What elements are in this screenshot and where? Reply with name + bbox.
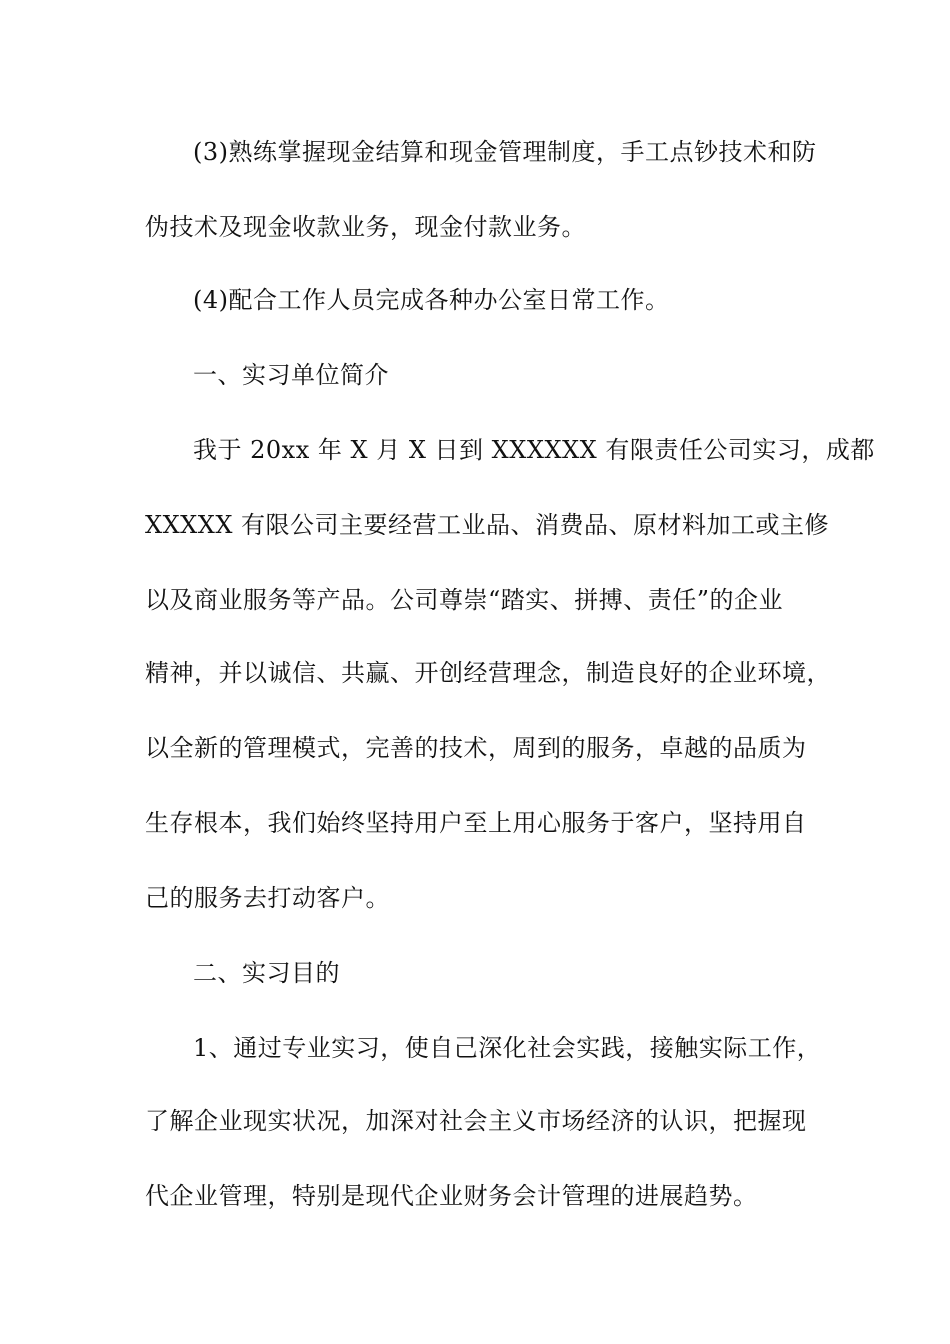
paragraph-line: 以及商业服务等产品。公司尊崇“踏实、拼搏、责任”的企业 [145,586,784,614]
section-heading: 一、实习单位简介 [193,361,389,389]
paragraph-line: 生存根本，我们始终坚持用户至上用心服务于客户，坚持用自 [145,809,807,837]
section-heading: 二、实习目的 [193,959,340,987]
paragraph-line: 了解企业现实状况，加深对社会主义市场经济的认识，把握现 [145,1107,807,1135]
paragraph-line: 己的服务去打动客户。 [145,884,390,912]
paragraph-line: (4)配合工作人员完成各种办公室日常工作。 [193,286,670,314]
paragraph-line: (3)熟练掌握现金结算和现金管理制度，手工点钞技术和防 [193,138,817,166]
paragraph-line: 伪技术及现金收款业务，现金付款业务。 [145,213,586,241]
paragraph-line: 精神，并以诚信、共赢、开创经营理念，制造良好的企业环境， [145,659,831,687]
paragraph-line: 代企业管理，特别是现代企业财务会计管理的进展趋势。 [145,1182,758,1210]
paragraph-line: 我于 20xx 年 X 月 X 日到 XXXXXX 有限责任公司实习，成都 [193,436,875,464]
paragraph-line: 以全新的管理模式，完善的技术，周到的服务，卓越的品质为 [145,734,807,762]
paragraph-line: XXXXX 有限公司主要经营工业品、消费品、原材料加工或主修 [145,511,830,539]
paragraph-line: 1、通过专业实习，使自己深化社会实践，接触实际工作， [193,1034,822,1062]
